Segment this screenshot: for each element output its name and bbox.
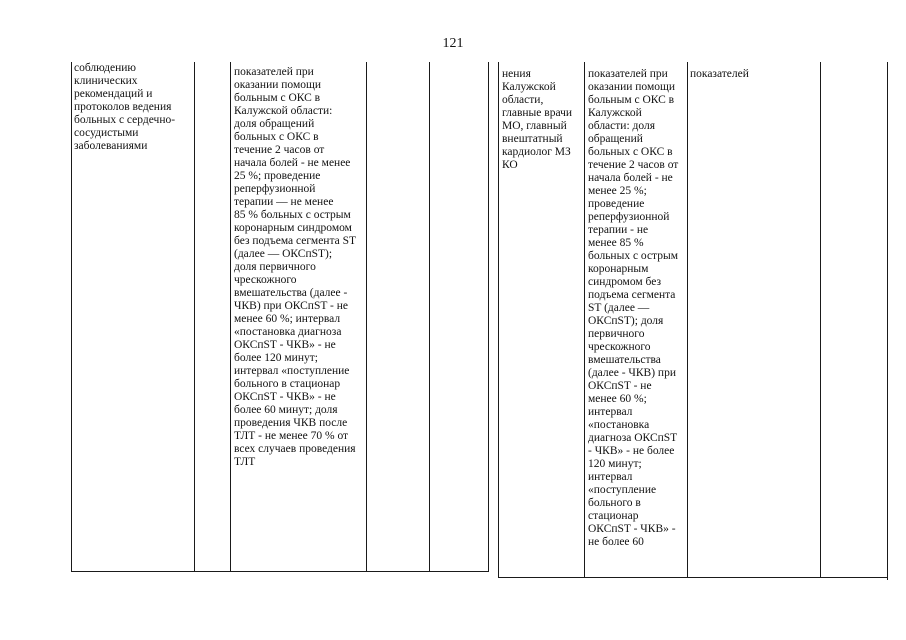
- table-border: [498, 62, 499, 578]
- table-border: [820, 62, 821, 578]
- table-cell: показателей: [690, 68, 749, 80]
- table-border: [429, 62, 430, 572]
- table-border: [71, 571, 489, 572]
- table-border: [194, 62, 195, 572]
- page-number: 121: [442, 36, 464, 51]
- table-cell: соблюдению клинических рекомендаций и протоколов ведения больных с сердечно- сосудистыми заболеваниями: [74, 62, 176, 152]
- table-border: [230, 62, 231, 572]
- table-cell: показателей при оказании помощи больным с ОКС в Калужской области: доля обращений больных с ОКС в течение 2 часов от начала болей - не менее 25 %; проведение реперфузионной терапии - не менее 85 % больных с острым коронарным синдромом без подъема сегмента ST (далее — ОКСпST); доля первичного чрескожного вмешательства (далее - ЧКВ) при ОКСпST - не менее 60 %; интервал «постановка диагноза ОКСпST - ЧКВ» - не более 120 минут; интервал «поступление больного в стационар ОКСпST - ЧКВ» - не более 60: [588, 68, 679, 548]
- table-cell: показателей при оказании помощи больным с ОКС в Калужской области: доля обращений больных с ОКС в течение 2 часов от начала болей - не менее 25 %; проведение реперфузионной терапии — не менее 85 % больных с острым коронарным синдромом без подъема сегмента ST (далее — ОКСпST); доля первичного чрескожного вмешательства (далее - ЧКВ) при ОКСпST - не менее 60 %; интервал «постановка диагноза ОКСпST - ЧКВ» - не более 120 минут; интервал «поступление больного в стационар ОКСпST - ЧКВ» - не более 60 минут; доля проведения ЧКВ после ТЛТ - не менее 70 % от всех случаев проведения ТЛТ: [234, 66, 357, 468]
- table-border: [71, 62, 72, 572]
- table-border: [584, 62, 585, 578]
- table-cell: нения Калужской области, главные врачи МО, главный внештатный кардиолог МЗ КО: [502, 68, 573, 171]
- table-border: [498, 577, 888, 578]
- table-border: [887, 62, 888, 580]
- table-border: [366, 62, 367, 572]
- table-border: [488, 62, 489, 572]
- table-border: [687, 62, 688, 578]
